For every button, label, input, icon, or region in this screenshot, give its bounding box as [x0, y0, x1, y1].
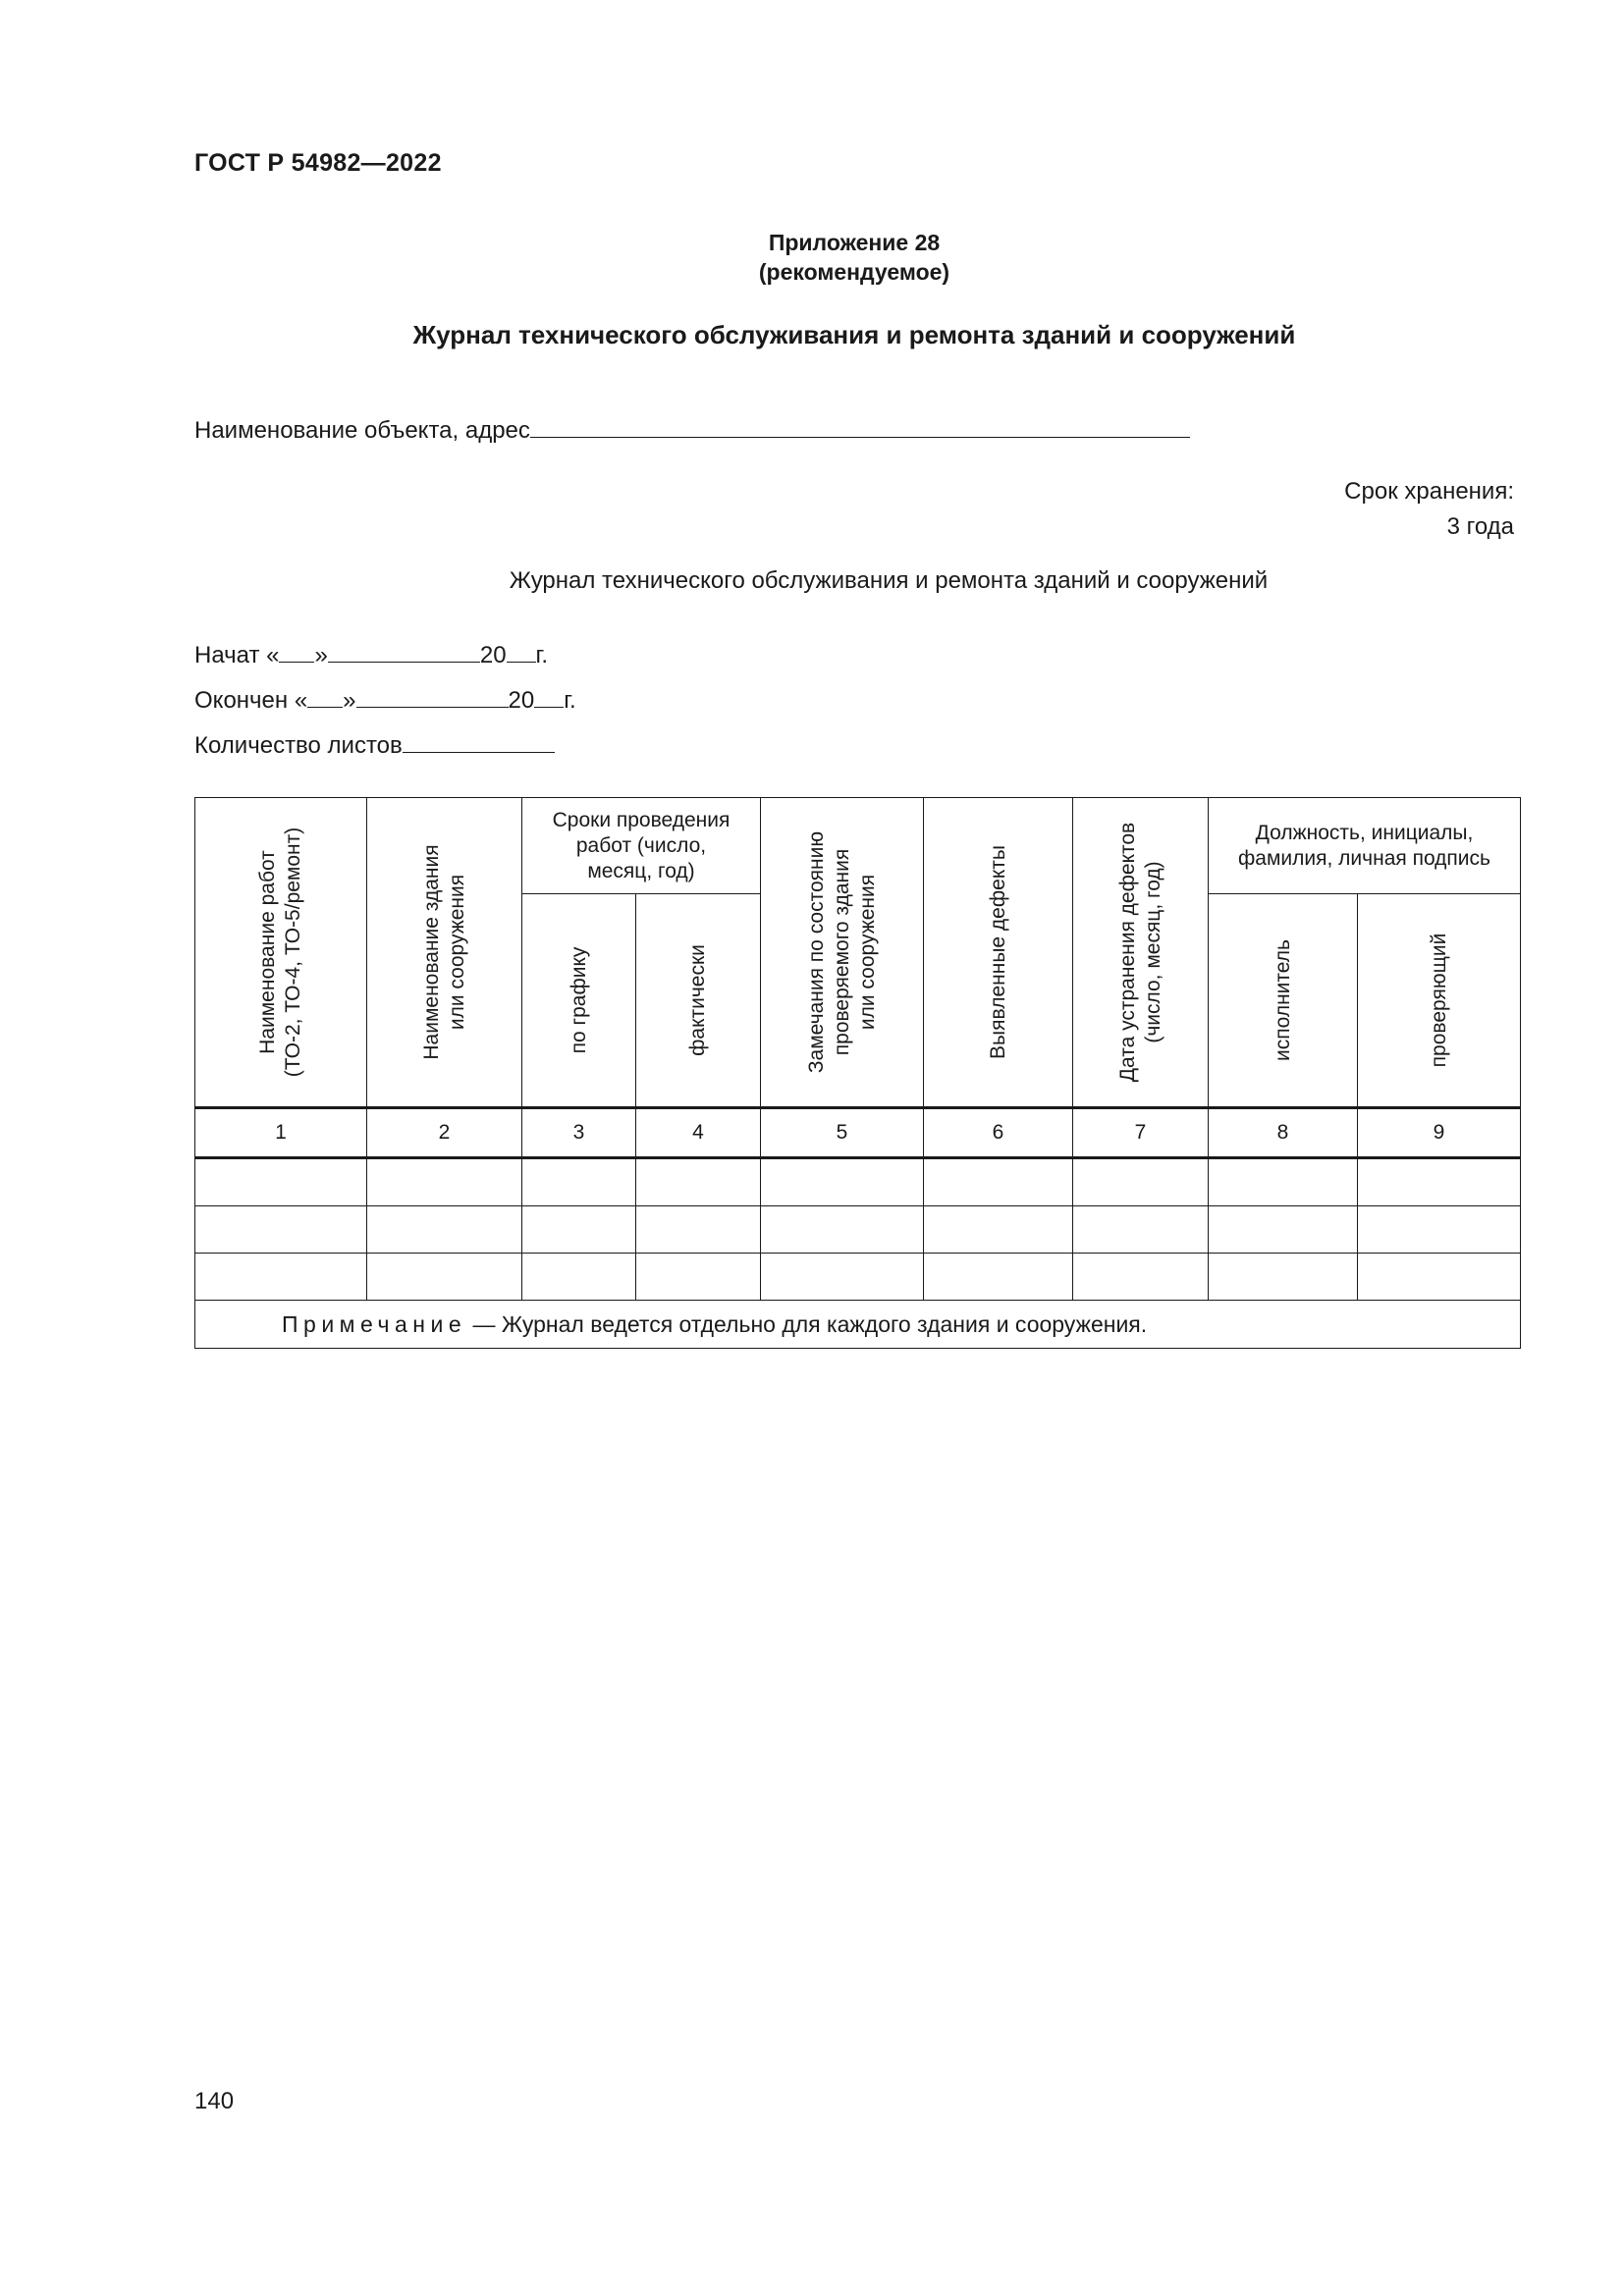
table-cell [367, 1254, 522, 1301]
finished-year-prefix: 20 [508, 687, 535, 714]
note-label: Примечание [282, 1310, 467, 1337]
started-suffix: г. [535, 642, 549, 668]
col-fix-date-line2: (число, месяц, год) [1141, 861, 1164, 1043]
column-number: 2 [367, 1108, 522, 1158]
table-cell [195, 1158, 367, 1206]
started-year-prefix: 20 [479, 642, 507, 668]
table-row [195, 1206, 1521, 1254]
standard-code: ГОСТ Р 54982—2022 [194, 149, 442, 177]
group-persons-line2: фамилия, личная подпись [1238, 846, 1490, 870]
started-field [194, 642, 548, 669]
table-cell [367, 1158, 522, 1206]
col-performer-header: исполнитель [1209, 894, 1358, 1108]
group-dates-line3: месяц, год) [587, 859, 695, 882]
object-field [194, 417, 1190, 445]
table-cell [1358, 1158, 1521, 1206]
note-text: — Журнал ведется отдельно для каждого здания и сооружения. [466, 1310, 1148, 1337]
sheets-blank [403, 732, 555, 753]
started-prefix: Начат « [194, 642, 280, 668]
group-dates-line1: Сроки проведения [552, 808, 731, 831]
started-year-blank [507, 642, 536, 663]
table-cell [195, 1254, 367, 1301]
col-remarks-line2: проверяемого здания [830, 848, 853, 1056]
table-cell [761, 1254, 924, 1301]
finished-prefix: Окончен « [194, 687, 308, 714]
group-persons-header [1209, 798, 1521, 894]
col-defects-header: Выявленные дефекты [924, 798, 1073, 1108]
col-building-name-line1: Наименование здания [419, 844, 443, 1060]
group-dates-header [522, 798, 761, 894]
finished-year-blank [534, 687, 564, 708]
table-cell [761, 1206, 924, 1254]
finished-field [194, 687, 576, 715]
column-number: 9 [1358, 1108, 1521, 1158]
col-remarks-line1: Замечания по состоянию [804, 830, 828, 1074]
col-remarks-header [761, 798, 924, 1108]
finished-month-blank [356, 687, 509, 708]
col-actual-header: фактически [636, 894, 761, 1108]
col-work-name-line2: (ТО-2, ТО-4, ТО-5/ремонт) [282, 827, 304, 1078]
table-row [195, 1254, 1521, 1301]
table-cell [1073, 1206, 1209, 1254]
journal-table [194, 797, 1521, 1349]
column-number: 6 [924, 1108, 1073, 1158]
table-cell [1073, 1158, 1209, 1206]
sheets-label: Количество листов [194, 732, 403, 759]
sheets-field [194, 732, 555, 760]
table-cell [367, 1206, 522, 1254]
retention-period [1344, 474, 1514, 545]
col-work-name-header [195, 798, 367, 1108]
table-cell [195, 1206, 367, 1254]
table-cell [636, 1158, 761, 1206]
appendix-heading [0, 228, 1624, 287]
table-cell [1209, 1158, 1358, 1206]
column-number: 8 [1209, 1108, 1358, 1158]
note-row [195, 1301, 1521, 1349]
col-fix-date-header [1073, 798, 1209, 1108]
started-month-blank [328, 642, 480, 663]
retention-value: 3 года [1446, 513, 1514, 540]
appendix-number: Приложение 28 [768, 230, 941, 255]
column-number: 5 [761, 1108, 924, 1158]
table-cell [1073, 1254, 1209, 1301]
column-numbers-row [195, 1108, 1521, 1158]
object-field-blank [530, 417, 1190, 438]
page-number: 140 [194, 2088, 235, 2114]
col-inspector-header: проверяющий [1358, 894, 1521, 1108]
object-field-label: Наименование объекта, адрес [194, 417, 530, 444]
col-work-name-line1: Наименование работ [256, 850, 279, 1054]
column-number: 3 [522, 1108, 636, 1158]
column-number: 1 [195, 1108, 367, 1158]
col-building-name-header [367, 798, 522, 1108]
table-cell [636, 1206, 761, 1254]
retention-label: Срок хранения: [1344, 478, 1514, 505]
table-cell [924, 1254, 1073, 1301]
column-number: 7 [1073, 1108, 1209, 1158]
table-cell [1358, 1206, 1521, 1254]
journal-subtitle: Журнал технического обслуживания и ремонта зданий и сооружений [509, 567, 1269, 594]
finished-mid: » [343, 687, 356, 714]
col-scheduled-header: по графику [522, 894, 636, 1108]
table-cell [1209, 1206, 1358, 1254]
col-remarks-line3: или сооружения [855, 874, 879, 1031]
finished-day-blank [307, 687, 343, 708]
col-fix-date-line1: Дата устранения дефектов [1115, 822, 1139, 1083]
appendix-status: (рекомендуемое) [758, 259, 950, 285]
table-note [195, 1301, 1521, 1349]
table-cell [924, 1158, 1073, 1206]
table-cell [761, 1158, 924, 1206]
table-cell [522, 1206, 636, 1254]
table-cell [924, 1206, 1073, 1254]
table-cell [522, 1158, 636, 1206]
document-title: Журнал технического обслуживания и ремонта зданий и сооружений [412, 320, 1296, 349]
table-cell [522, 1254, 636, 1301]
table-cell [636, 1254, 761, 1301]
table-cell [1358, 1254, 1521, 1301]
header-row-top [195, 798, 1521, 894]
group-dates-line2: работ (число, [575, 833, 707, 857]
finished-suffix: г. [564, 687, 576, 714]
column-number: 4 [636, 1108, 761, 1158]
col-building-name-line2: или сооружения [445, 874, 468, 1031]
table-row [195, 1158, 1521, 1206]
table-cell [1209, 1254, 1358, 1301]
group-persons-line1: Должность, инициалы, [1255, 821, 1474, 844]
started-mid: » [314, 642, 328, 668]
started-day-blank [279, 642, 314, 663]
